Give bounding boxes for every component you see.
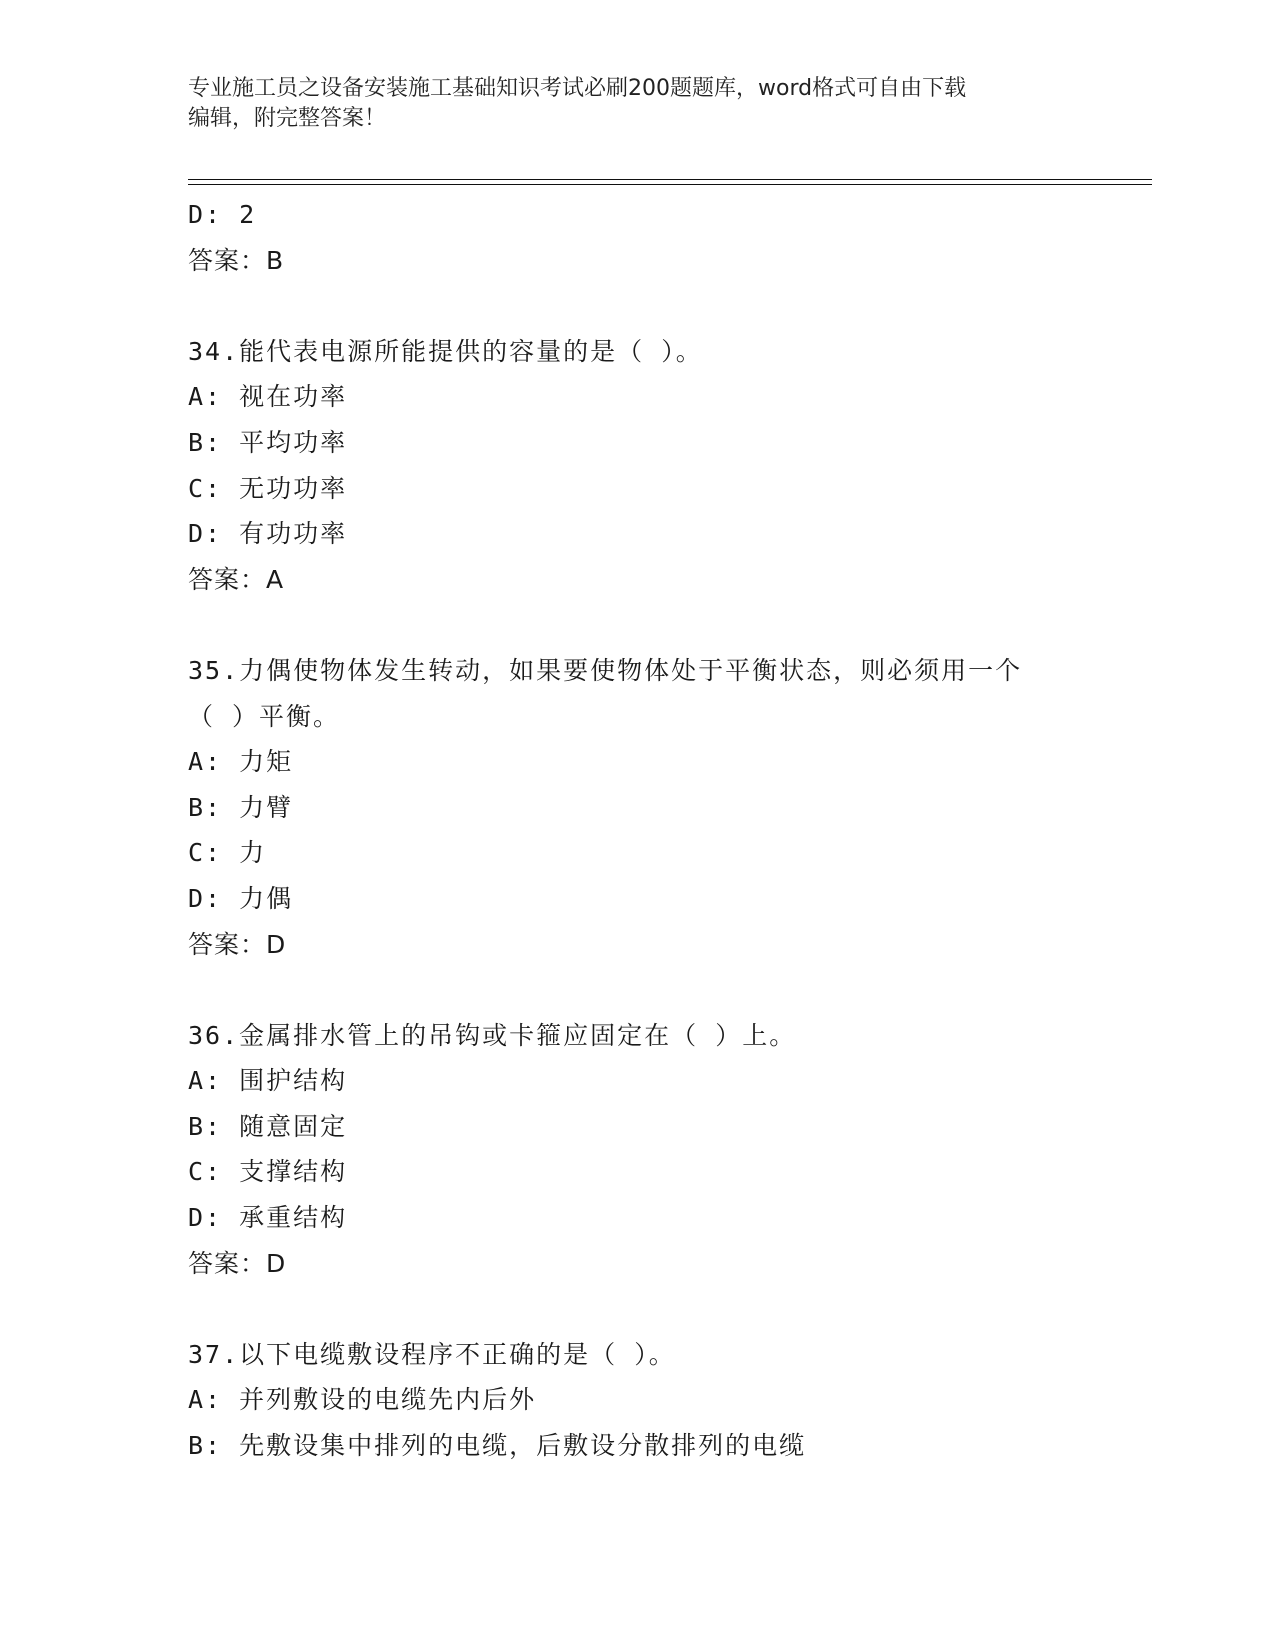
blank-line — [188, 1286, 1152, 1332]
option-line: C: 力 — [188, 838, 267, 868]
option-line: B: 平均功率 — [188, 427, 348, 457]
option-line: A: 并列敷设的电缆先内后外 — [188, 1385, 537, 1415]
answer-line: 答案：D — [188, 929, 287, 959]
blank-line — [188, 602, 1152, 648]
option-line: C: 支撑结构 — [188, 1157, 348, 1187]
option-line: C: 无功功率 — [188, 473, 348, 503]
option-line: D: 2 — [188, 200, 257, 229]
blank-line — [188, 967, 1152, 1013]
question-text: 35.力偶使物体发生转动，如果要使物体处于平衡状态，则必须用一个 — [188, 655, 1023, 685]
question-text: （ ）平衡。 — [188, 701, 341, 731]
header-line-1: 专业施工员之设备安装施工基础知识考试必刷200题题库，word格式可自由下载 — [188, 76, 967, 101]
header-rule-bottom — [188, 184, 1152, 185]
question-text: 34.能代表电源所能提供的容量的是（ ）。 — [188, 336, 703, 366]
option-line: D: 承重结构 — [188, 1203, 348, 1233]
header-line-2: 编辑，附完整答案！ — [188, 106, 387, 131]
option-line: B: 随意固定 — [188, 1111, 348, 1141]
answer-line: 答案：A — [188, 564, 285, 594]
option-line: A: 力矩 — [188, 747, 294, 777]
option-line: A: 围护结构 — [188, 1066, 348, 1096]
option-line: B: 先敷设集中排列的电缆，后敷设分散排列的电缆 — [188, 1431, 807, 1461]
question-text: 37.以下电缆敷设程序不正确的是（ ）。 — [188, 1339, 676, 1369]
question-list — [188, 192, 1152, 1469]
document-header — [188, 74, 1088, 134]
option-line: D: 有功功率 — [188, 519, 348, 549]
answer-line: 答案：B — [188, 245, 285, 275]
question-text: 36.金属排水管上的吊钩或卡箍应固定在（ ）上。 — [188, 1020, 797, 1050]
header-rule-top — [188, 179, 1152, 180]
option-line: D: 力偶 — [188, 883, 294, 913]
blank-line — [188, 283, 1152, 329]
option-line: A: 视在功率 — [188, 382, 348, 412]
option-line: B: 力臂 — [188, 792, 294, 822]
answer-line: 答案：D — [188, 1248, 287, 1278]
